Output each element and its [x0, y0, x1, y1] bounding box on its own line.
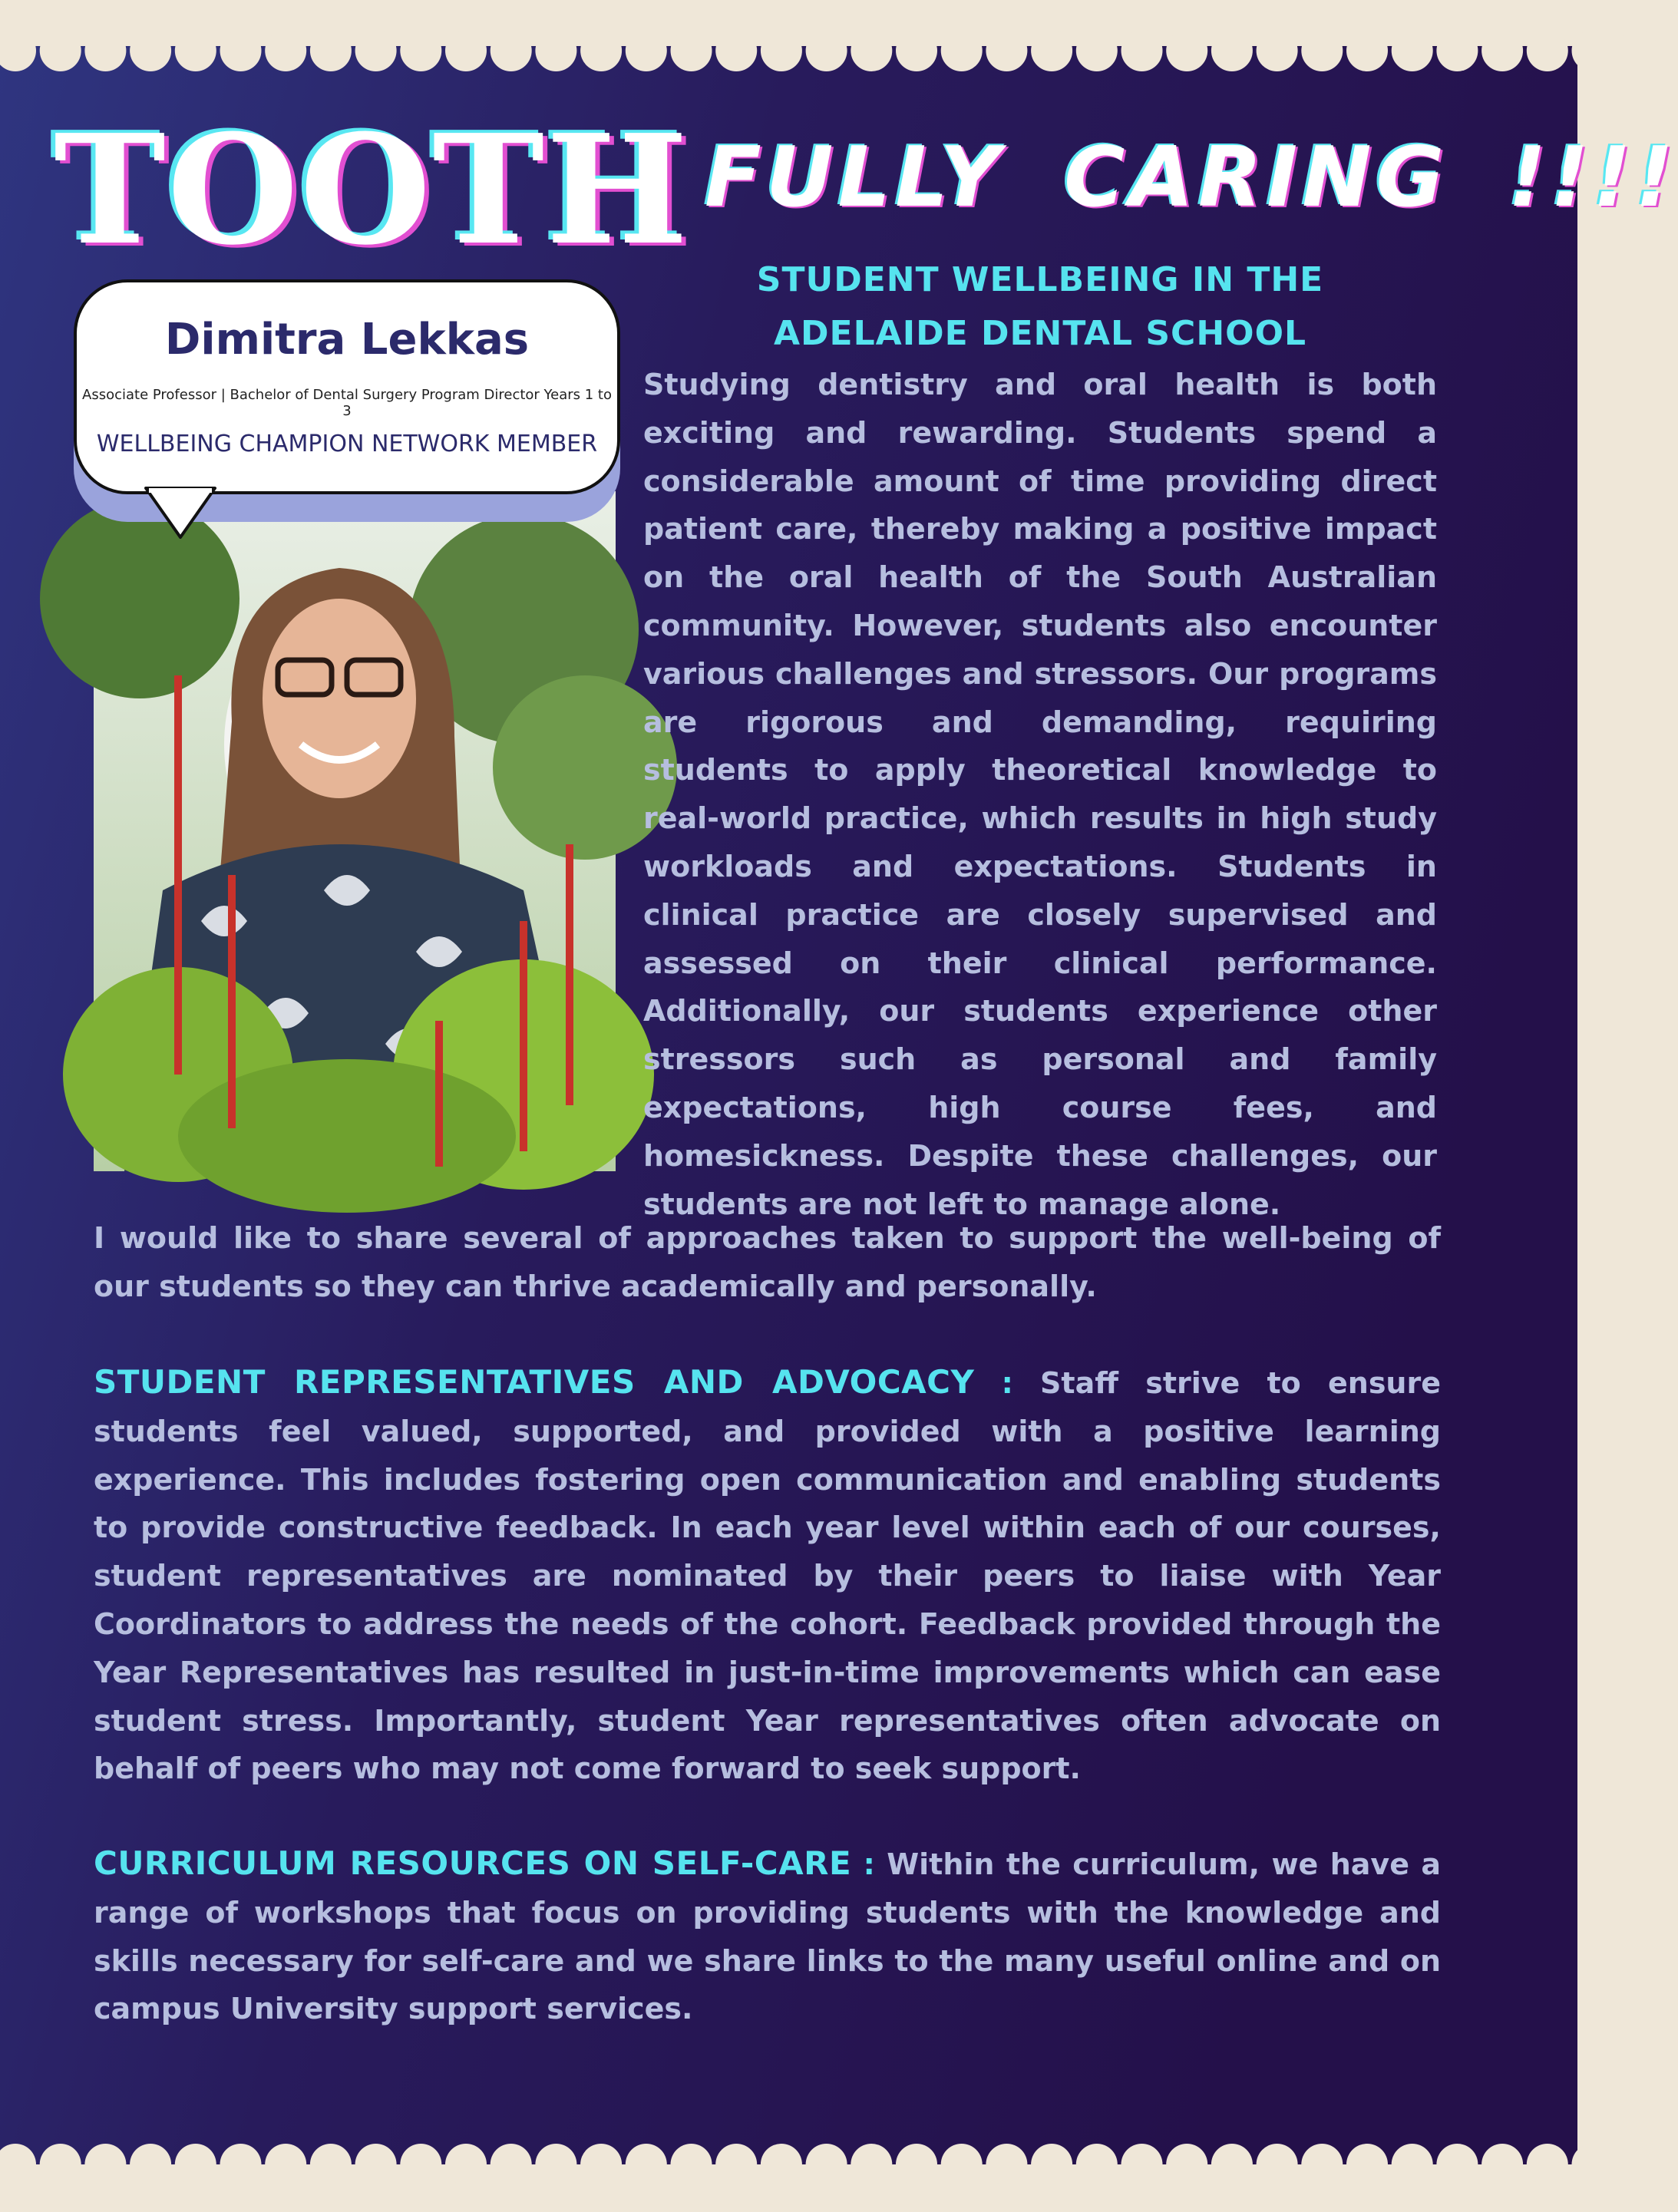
- article-subtitle: [645, 253, 1435, 361]
- profile-name: Dimitra Lekkas: [164, 315, 530, 365]
- profile-network: WELLBEING CHAMPION NETWORK MEMBER: [96, 430, 598, 457]
- name-speech-bubble: [74, 279, 620, 494]
- title-tooth: TOOTH: [54, 102, 690, 279]
- portrait-photo: [94, 491, 616, 1171]
- scalloped-bottom-border: [0, 2126, 1577, 2212]
- photo-portrait-icon: [94, 491, 616, 1171]
- section-student-representatives: [94, 1359, 1441, 1793]
- title-fully-caring: FULLY CARING !!!!: [705, 130, 1678, 226]
- section-curriculum-resources: [94, 1840, 1441, 2033]
- section-separator: :: [863, 1847, 875, 1881]
- bubble-tail: [146, 488, 215, 542]
- section-body: Staff strive to ensure students feel valued, supported, and provided with a positive learning experience. This includes fostering open communication and enabling students to provide constructive feedback. In each year level within each of our courses, student representatives are nominated by their peers to liaise with Year Coordinators to address the needs of the cohort. Feedback provided through the Year Representatives has resulted in just-in-time improvements which can ease student stress. Importantly, student Year representatives often advocate on behalf of peers who may not come forward to seek support.: [94, 1366, 1441, 1786]
- subtitle-line-2: ADELAIDE DENTAL SCHOOL: [773, 314, 1307, 353]
- subtitle-line-1: STUDENT WELLBEING IN THE: [756, 260, 1324, 299]
- section-heading: CURRICULUM RESOURCES ON SELF-CARE: [94, 1844, 852, 1882]
- section-body: Within the curriculum, we have a range of workshops that focus on providing students with the knowledge and skills necessary for self-care and we share links to the many useful online and on campus University support services.: [94, 1847, 1442, 2026]
- intro-paragraph: Studying dentistry and oral health is both exciting and rewarding. Students spend a considerable amount of time providing direct patient care, thereby making a positive impact on the oral health of the South Australian community. However, students also encounter various challenges and stressors. Our programs are rigorous and demanding, requiring students to apply theoretical knowledge to real-world practice, which results in high study workloads and expectations. Students in clinical practice are closely supervised and assessed on their clinical performance. Additionally, our students experience other stressors such as personal and family expectations, high course fees, and homesickness. Despite these challenges, our students are not left to manage alone.: [643, 368, 1437, 1221]
- section-heading: STUDENT REPRESENTATIVES AND ADVOCACY: [94, 1363, 975, 1401]
- scalloped-top-border: [0, 0, 1577, 73]
- profile-role: Associate Professor | Bachelor of Dental Surgery Program Director Years 1 to 3: [82, 386, 612, 420]
- section-separator: :: [1001, 1366, 1013, 1400]
- share-paragraph: I would like to share several of approaches taken to support the well-being of our students so they can thrive academically and personally.: [94, 1221, 1441, 1303]
